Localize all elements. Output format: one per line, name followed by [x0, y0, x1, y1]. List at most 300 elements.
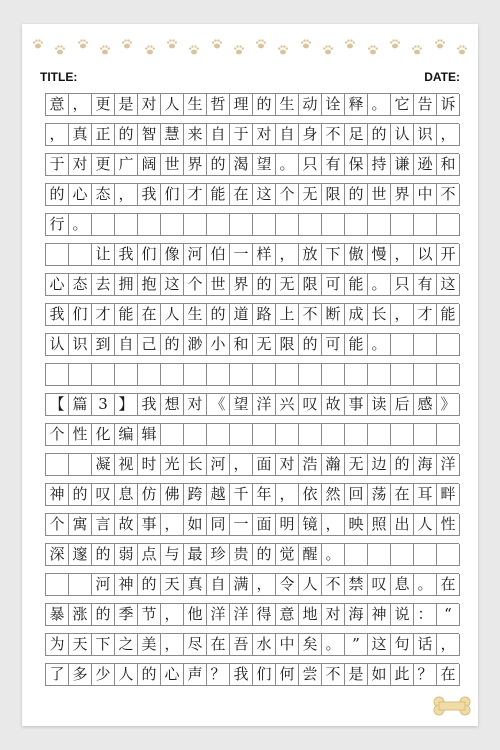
grid-cell: 行 — [46, 214, 69, 236]
grid-cell — [46, 454, 69, 476]
grid-cell: 真 — [69, 124, 92, 146]
grid-cell: 拥 — [115, 274, 138, 296]
grid-cell: 故 — [322, 394, 345, 416]
grid-cell: 的 — [253, 274, 276, 296]
grid-cell: 出 — [391, 514, 414, 536]
paw-print-icon — [54, 44, 66, 56]
grid-cell — [322, 424, 345, 446]
grid-cell: 在 — [138, 304, 161, 326]
grid-cell: 叹 — [368, 574, 391, 596]
paw-print-icon — [32, 38, 44, 50]
grid-cell: 的 — [253, 94, 276, 116]
grid-cell: 个 — [46, 424, 69, 446]
grid-row — [45, 123, 459, 146]
grid-cell: 样 — [253, 244, 276, 266]
grid-cell: 年 — [253, 484, 276, 506]
grid-cell: 贵 — [230, 544, 253, 566]
grid-cell — [184, 364, 207, 386]
grid-cell: 编 — [115, 424, 138, 446]
grid-cell — [138, 214, 161, 236]
grid-cell: 态 — [92, 184, 115, 206]
grid-cell: 。 — [69, 214, 92, 236]
grid-cell: 如 — [184, 514, 207, 536]
grid-cell: 自 — [207, 574, 230, 596]
bone-icon — [432, 696, 472, 716]
paw-print-icon — [367, 44, 379, 56]
grid-cell: 不 — [299, 304, 322, 326]
grid-cell: 的 — [207, 154, 230, 176]
grid-cell: 息 — [391, 574, 414, 596]
grid-row — [45, 663, 459, 686]
grid-cell: 边 — [368, 454, 391, 476]
grid-cell: 叹 — [92, 484, 115, 506]
grid-cell — [253, 214, 276, 236]
grid-cell: 水 — [253, 634, 276, 656]
grid-cell: 在 — [230, 184, 253, 206]
paw-print-border — [22, 38, 478, 60]
grid-cell: 的 — [138, 664, 161, 686]
grid-cell: 耳 — [414, 484, 437, 506]
grid-cell: 己 — [138, 334, 161, 356]
grid-cell: 视 — [115, 454, 138, 476]
grid-cell: 禁 — [345, 574, 368, 596]
grid-cell: 的 — [46, 184, 69, 206]
grid-cell: 叹 — [299, 394, 322, 416]
grid-cell: 。 — [322, 544, 345, 566]
paw-print-icon — [300, 38, 312, 50]
grid-cell: 3 — [92, 394, 115, 416]
page-header — [40, 70, 460, 88]
paw-print-icon — [344, 38, 356, 50]
grid-cell: 像 — [161, 244, 184, 266]
grid-cell: 的 — [391, 454, 414, 476]
grid-cell: 天 — [69, 634, 92, 656]
grid-cell: ， — [437, 634, 460, 656]
grid-cell — [368, 214, 391, 236]
paw-print-icon — [277, 44, 289, 56]
grid-cell: 不 — [437, 184, 460, 206]
paw-print-icon — [188, 44, 200, 56]
grid-cell: 们 — [253, 664, 276, 686]
grid-cell: ， — [230, 454, 253, 476]
grid-cell: 感 — [414, 394, 437, 416]
grid-cell: 长 — [184, 454, 207, 476]
grid-cell: 长 — [368, 304, 391, 326]
grid-cell — [115, 364, 138, 386]
grid-cell: 无 — [345, 454, 368, 476]
grid-cell: “ — [437, 604, 460, 626]
grid-cell — [368, 424, 391, 446]
grid-cell: 认 — [391, 124, 414, 146]
grid-cell — [391, 424, 414, 446]
grid-cell — [92, 364, 115, 386]
grid-cell: ： — [414, 604, 437, 626]
grid-cell: 限 — [276, 334, 299, 356]
grid-cell: 正 — [92, 124, 115, 146]
grid-cell: 诠 — [322, 94, 345, 116]
grid-cell: 中 — [414, 184, 437, 206]
paw-print-icon — [77, 38, 89, 50]
grid-cell: 尝 — [299, 664, 322, 686]
grid-cell — [161, 364, 184, 386]
grid-cell: 这 — [437, 274, 460, 296]
grid-cell: 邃 — [69, 544, 92, 566]
grid-cell: 。 — [368, 334, 391, 356]
grid-row — [45, 333, 459, 356]
grid-cell: 才 — [92, 304, 115, 326]
grid-cell — [345, 214, 368, 236]
grid-cell: 心 — [46, 274, 69, 296]
grid-cell: 天 — [161, 574, 184, 596]
grid-cell: 放 — [299, 244, 322, 266]
paw-print-icon — [233, 44, 245, 56]
grid-cell: 释 — [345, 94, 368, 116]
grid-cell: 个 — [46, 514, 69, 536]
grid-cell — [437, 214, 460, 236]
grid-cell: 息 — [115, 484, 138, 506]
grid-cell: 个 — [184, 274, 207, 296]
grid-cell: 醒 — [299, 544, 322, 566]
grid-row — [45, 303, 459, 326]
grid-cell: 跨 — [184, 484, 207, 506]
paw-print-icon — [99, 44, 111, 56]
grid-cell: 兴 — [276, 394, 299, 416]
grid-cell: 望 — [253, 154, 276, 176]
grid-cell: 哲 — [207, 94, 230, 116]
grid-cell — [322, 214, 345, 236]
grid-cell: 荡 — [368, 484, 391, 506]
grid-cell: 为 — [46, 634, 69, 656]
grid-cell: 面 — [253, 454, 276, 476]
grid-cell: 逊 — [414, 154, 437, 176]
date-label: DATE: — [424, 70, 460, 84]
grid-cell: 在 — [391, 484, 414, 506]
grid-cell: 们 — [161, 184, 184, 206]
grid-cell: 。 — [414, 574, 437, 596]
grid-cell: 中 — [276, 634, 299, 656]
grid-cell: 河 — [184, 244, 207, 266]
grid-cell — [276, 424, 299, 446]
grid-row — [45, 573, 459, 596]
grid-cell: 这 — [161, 274, 184, 296]
grid-cell: 一 — [230, 244, 253, 266]
grid-cell: 化 — [92, 424, 115, 446]
grid-cell: 开 — [437, 244, 460, 266]
grid-cell: 洋 — [253, 394, 276, 416]
grid-cell — [276, 214, 299, 236]
grid-cell — [46, 244, 69, 266]
grid-cell — [414, 424, 437, 446]
grid-cell: 此 — [391, 664, 414, 686]
grid-cell — [345, 364, 368, 386]
grid-cell: 说 — [391, 604, 414, 626]
grid-cell: 。 — [322, 634, 345, 656]
grid-cell: 我 — [138, 184, 161, 206]
grid-cell: 节 — [138, 604, 161, 626]
grid-row — [45, 453, 459, 476]
grid-cell: 于 — [230, 124, 253, 146]
grid-cell: 得 — [253, 604, 276, 626]
grid-cell: 暴 — [46, 604, 69, 626]
grid-cell — [92, 214, 115, 236]
grid-cell: 真 — [184, 574, 207, 596]
grid-cell: 的 — [138, 574, 161, 596]
grid-cell: 光 — [161, 454, 184, 476]
grid-cell: 断 — [322, 304, 345, 326]
grid-cell — [69, 454, 92, 476]
grid-cell: 谦 — [391, 154, 414, 176]
grid-cell — [207, 424, 230, 446]
grid-cell — [115, 214, 138, 236]
grid-cell: 能 — [207, 184, 230, 206]
grid-cell: 下 — [322, 244, 345, 266]
grid-cell — [184, 424, 207, 446]
grid-cell: ， — [161, 604, 184, 626]
grid-row — [45, 153, 459, 176]
grid-cell: 我 — [115, 244, 138, 266]
grid-cell: 识 — [414, 124, 437, 146]
grid-cell: 瀚 — [322, 454, 345, 476]
grid-cell: 神 — [115, 574, 138, 596]
grid-cell: 凝 — [92, 454, 115, 476]
grid-cell — [299, 364, 322, 386]
grid-cell: ， — [115, 184, 138, 206]
grid-cell — [345, 544, 368, 566]
grid-cell: 世 — [207, 274, 230, 296]
grid-cell: 傲 — [345, 244, 368, 266]
grid-cell: 渴 — [230, 154, 253, 176]
grid-cell: 【 — [46, 394, 69, 416]
grid-cell: ， — [253, 574, 276, 596]
grid-cell: 我 — [138, 394, 161, 416]
grid-cell: 千 — [230, 484, 253, 506]
grid-cell: ， — [322, 514, 345, 536]
grid-cell: 言 — [92, 514, 115, 536]
grid-cell: 无 — [253, 334, 276, 356]
paw-print-icon — [389, 38, 401, 50]
paw-print-icon — [211, 38, 223, 50]
grid-cell: 来 — [184, 124, 207, 146]
grid-cell: 洋 — [437, 454, 460, 476]
grid-cell: 河 — [207, 454, 230, 476]
grid-cell: 涨 — [69, 604, 92, 626]
grid-cell: 界 — [230, 274, 253, 296]
grid-cell: ， — [161, 634, 184, 656]
grid-cell: 浩 — [299, 454, 322, 476]
grid-cell: 不 — [322, 574, 345, 596]
grid-cell — [207, 214, 230, 236]
grid-cell: 身 — [299, 124, 322, 146]
grid-cell: 回 — [345, 484, 368, 506]
grid-cell: 伯 — [207, 244, 230, 266]
grid-cell: 在 — [207, 634, 230, 656]
grid-cell: 界 — [391, 184, 414, 206]
grid-cell: 。 — [276, 154, 299, 176]
grid-cell: 生 — [276, 94, 299, 116]
grid-cell: 照 — [368, 514, 391, 536]
grid-cell: 《 — [207, 394, 230, 416]
grid-cell: 人 — [299, 574, 322, 596]
grid-cell: 与 — [161, 544, 184, 566]
grid-cell: 望 — [230, 394, 253, 416]
grid-cell: 珍 — [207, 544, 230, 566]
grid-cell: 对 — [184, 394, 207, 416]
grid-cell: 季 — [115, 604, 138, 626]
grid-cell — [207, 364, 230, 386]
grid-cell: 海 — [345, 604, 368, 626]
grid-cell — [253, 424, 276, 446]
grid-cell: ， — [276, 484, 299, 506]
paw-print-icon — [144, 44, 156, 56]
grid-cell — [437, 364, 460, 386]
grid-cell: ， — [437, 124, 460, 146]
grid-cell: 在 — [437, 664, 460, 686]
grid-cell: 保 — [345, 154, 368, 176]
grid-cell — [299, 214, 322, 236]
grid-cell: 渺 — [184, 334, 207, 356]
grid-cell: 意 — [276, 604, 299, 626]
grid-cell — [184, 214, 207, 236]
grid-cell: 矣 — [299, 634, 322, 656]
grid-cell: 事 — [345, 394, 368, 416]
grid-cell: 故 — [115, 514, 138, 536]
grid-cell — [414, 544, 437, 566]
grid-cell: 】 — [115, 394, 138, 416]
grid-cell: 自 — [207, 124, 230, 146]
grid-cell: 足 — [345, 124, 368, 146]
grid-cell — [276, 364, 299, 386]
grid-cell: 人 — [161, 94, 184, 116]
grid-cell: 道 — [230, 304, 253, 326]
grid-cell: 对 — [69, 154, 92, 176]
grid-cell: 》 — [437, 394, 460, 416]
grid-cell: ， — [276, 244, 299, 266]
grid-cell: 性 — [437, 514, 460, 536]
grid-cell: 更 — [92, 94, 115, 116]
grid-cell: 性 — [69, 424, 92, 446]
grid-cell: 诉 — [437, 94, 460, 116]
grid-cell: 不 — [322, 664, 345, 686]
grid-cell: 时 — [138, 454, 161, 476]
paw-print-icon — [456, 44, 468, 56]
grid-cell: 吾 — [230, 634, 253, 656]
grid-cell: 篇 — [69, 394, 92, 416]
grid-cell: 话 — [414, 634, 437, 656]
grid-cell: 认 — [46, 334, 69, 356]
grid-cell: 不 — [322, 124, 345, 146]
grid-cell: 和 — [230, 334, 253, 356]
grid-cell: 能 — [345, 274, 368, 296]
grid-cell — [138, 364, 161, 386]
paw-print-icon — [255, 38, 267, 50]
grid-cell: 仿 — [138, 484, 161, 506]
grid-cell: 河 — [92, 574, 115, 596]
grid-cell: ， — [161, 514, 184, 536]
grid-row — [45, 273, 459, 296]
grid-cell: 让 — [92, 244, 115, 266]
grid-cell: 可 — [322, 334, 345, 356]
grid-cell: 限 — [322, 184, 345, 206]
grid-cell: 意 — [46, 94, 69, 116]
grid-cell: 个 — [276, 184, 299, 206]
grid-row — [45, 513, 459, 536]
grid-cell: 弱 — [115, 544, 138, 566]
grid-cell: 的 — [345, 184, 368, 206]
grid-cell: 自 — [115, 334, 138, 356]
grid-cell — [414, 364, 437, 386]
grid-cell — [46, 574, 69, 596]
grid-cell: 洋 — [207, 604, 230, 626]
grid-cell: 觉 — [276, 544, 299, 566]
grid-cell: 他 — [184, 604, 207, 626]
grid-cell: 的 — [207, 304, 230, 326]
grid-cell: 慢 — [368, 244, 391, 266]
grid-cell: 到 — [92, 334, 115, 356]
grid-cell — [437, 424, 460, 446]
grid-row — [45, 183, 459, 206]
grid-cell: 限 — [299, 274, 322, 296]
grid-cell: 无 — [299, 184, 322, 206]
grid-cell: 何 — [276, 664, 299, 686]
paw-print-icon — [322, 44, 334, 56]
grid-cell: 事 — [138, 514, 161, 536]
grid-cell — [69, 574, 92, 596]
grid-cell: 心 — [69, 184, 92, 206]
grid-cell: 路 — [253, 304, 276, 326]
grid-cell: 们 — [69, 304, 92, 326]
grid-cell — [368, 364, 391, 386]
grid-cell: 广 — [115, 154, 138, 176]
grid-cell: 对 — [138, 94, 161, 116]
grid-cell: 之 — [115, 634, 138, 656]
grid-cell: 多 — [69, 664, 92, 686]
grid-cell: 的 — [299, 334, 322, 356]
grid-cell: 抱 — [138, 274, 161, 296]
grid-cell: 面 — [253, 514, 276, 536]
grid-cell — [161, 424, 184, 446]
grid-cell: 能 — [115, 304, 138, 326]
grid-cell: 无 — [276, 274, 299, 296]
grid-cell — [437, 544, 460, 566]
grid-row — [45, 543, 459, 566]
grid-cell — [69, 364, 92, 386]
grid-cell: 少 — [92, 664, 115, 686]
grid-cell: 洋 — [230, 604, 253, 626]
grid-cell: 我 — [230, 664, 253, 686]
grid-cell — [322, 364, 345, 386]
grid-cell: 句 — [391, 634, 414, 656]
grid-cell: 生 — [184, 304, 207, 326]
grid-cell: 成 — [345, 304, 368, 326]
grid-cell: 这 — [368, 634, 391, 656]
grid-cell: ？ — [207, 664, 230, 686]
grid-cell: 能 — [437, 304, 460, 326]
grid-cell: ” — [345, 634, 368, 656]
grid-cell: 的 — [368, 124, 391, 146]
grid-cell: 是 — [345, 664, 368, 686]
grid-row — [45, 423, 459, 446]
grid-cell: ， — [391, 304, 414, 326]
grid-cell — [161, 214, 184, 236]
grid-cell: 的 — [69, 484, 92, 506]
grid-cell: 在 — [437, 574, 460, 596]
grid-cell: 了 — [46, 664, 69, 686]
grid-cell — [230, 364, 253, 386]
grid-cell — [414, 214, 437, 236]
grid-cell: 映 — [345, 514, 368, 536]
grid-cell: 满 — [230, 574, 253, 596]
writing-grid — [45, 93, 459, 693]
